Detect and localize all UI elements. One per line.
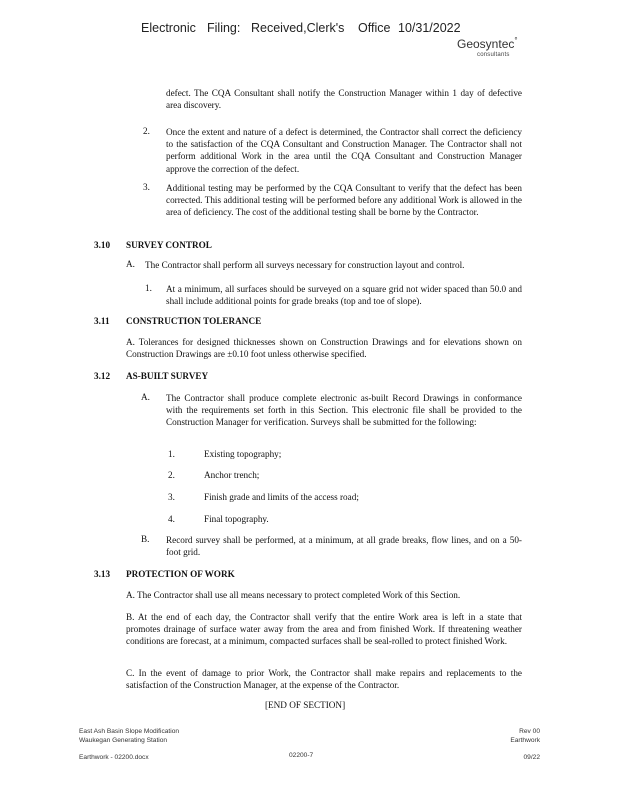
list-item-text: Anchor trench;	[204, 470, 260, 480]
item-2-text: Once the extent and nature of a defect is determined, the Contractor shall correct the deficiency to the satisfaction of the CQA Consultant and Construction Manager. The Contractor shall not perform additional Work in the area until the CQA Consultant and Construction Manager approve the correction of the defect.	[166, 127, 522, 174]
footer-section-name: Earthwork	[510, 737, 540, 744]
logo-tagline: consultants	[477, 52, 510, 58]
logo-name: Geosyntec	[457, 37, 515, 51]
s313-a-text: A. The Contractor shall use all means necessary to protect completed Work of this Section.	[126, 590, 461, 600]
s312-b-label: B.	[141, 534, 150, 544]
item-3-number: 3.	[143, 182, 150, 192]
s312-a-text: The Contractor shall produce complete electronic as-built Record Drawings in conformance with the requirements set forth in this Section. This electronic file shall be provided to the Construction Manager for verification. Surveys shall be submitted for the following:	[166, 393, 522, 428]
footer-revision: Rev 00	[519, 728, 540, 735]
company-logo	[457, 36, 518, 51]
footer-date: 09/22	[523, 754, 540, 761]
section-3-11-number: 3.11	[94, 316, 110, 326]
s310-a1-number: 1.	[145, 283, 152, 293]
s310-a-label: A.	[126, 259, 135, 269]
footer-filename: Earthwork - 02200.docx	[79, 754, 149, 761]
end-of-section: [END OF SECTION]	[265, 700, 346, 710]
footer-project: East Ash Basin Slope Modification	[79, 728, 180, 735]
s313-b-text: B. At the end of each day, the Contractor shall verify that the entire Work area is left in a state that promotes drainage of surface water away from the area and from finished Work. If threatening weather conditions are forecast, at a minimum, compacted surfaces shall be seal-rolled to protect finished Work.	[126, 612, 522, 647]
s313-c-text: C. In the event of damage to prior Work, the Contractor shall make repairs and replacements to the satisfaction of the Construction Manager, at the expense of the Contractor.	[126, 668, 522, 691]
list-item-text: Existing topography;	[204, 449, 282, 459]
item-3-text: Additional testing may be performed by the CQA Consultant to verify that the defect has been corrected. This additional testing will be performed before any additional Work is allowed in the area of deficiency. The cost of the additional testing shall be borne by the Contractor.	[166, 183, 522, 218]
list-item-text: Final topography.	[204, 514, 269, 524]
logo-mark: °	[514, 36, 518, 45]
list-item-number: 3.	[168, 492, 175, 502]
stamp-filing: Filing:	[207, 21, 241, 35]
section-3-11-title: CONSTRUCTION TOLERANCE	[126, 316, 262, 326]
s312-b-text: Record survey shall be performed, at a minimum, at all grade breaks, flow lines, and on a 50-foot grid.	[166, 535, 522, 558]
footer-station: Waukegan Generating Station	[79, 737, 168, 744]
section-3-10-number: 3.10	[94, 240, 111, 250]
section-3-13-number: 3.13	[94, 569, 111, 579]
section-3-13-title: PROTECTION OF WORK	[126, 569, 235, 579]
section-3-12-number: 3.12	[94, 371, 111, 381]
list-item-text: Finish grade and limits of the access road;	[204, 492, 359, 502]
item-2-number: 2.	[143, 126, 150, 136]
s311-a-text: A. Tolerances for designed thicknesses shown on Construction Drawings and for elevations shown on Construction Drawings are ±0.10 foot unless otherwise specified.	[126, 337, 522, 360]
s310-a1-text: At a minimum, all surfaces should be surveyed on a square grid not wider spaced than 50.0 and shall include additional points for grade breaks (top and toe of slope).	[166, 284, 522, 307]
stamp-received: Received,Clerk's	[251, 21, 345, 35]
section-3-12-title: AS-BUILT SURVEY	[126, 371, 209, 381]
stamp-electronic: Electronic	[141, 21, 196, 35]
s310-a-text: The Contractor shall perform all surveys necessary for construction layout and control.	[145, 260, 465, 270]
defect-continuation-text: defect. The CQA Consultant shall notify the Construction Manager within 1 day of defective area discovery.	[166, 88, 522, 111]
list-item-number: 2.	[168, 470, 175, 480]
s312-a-label: A.	[141, 392, 150, 402]
list-item-number: 4.	[168, 514, 175, 524]
list-item-number: 1.	[168, 449, 175, 459]
footer-page-number: 02200-7	[289, 752, 314, 759]
stamp-office: Office	[358, 21, 391, 35]
stamp-date: 10/31/2022	[398, 21, 461, 35]
section-3-10-title: SURVEY CONTROL	[126, 240, 212, 250]
